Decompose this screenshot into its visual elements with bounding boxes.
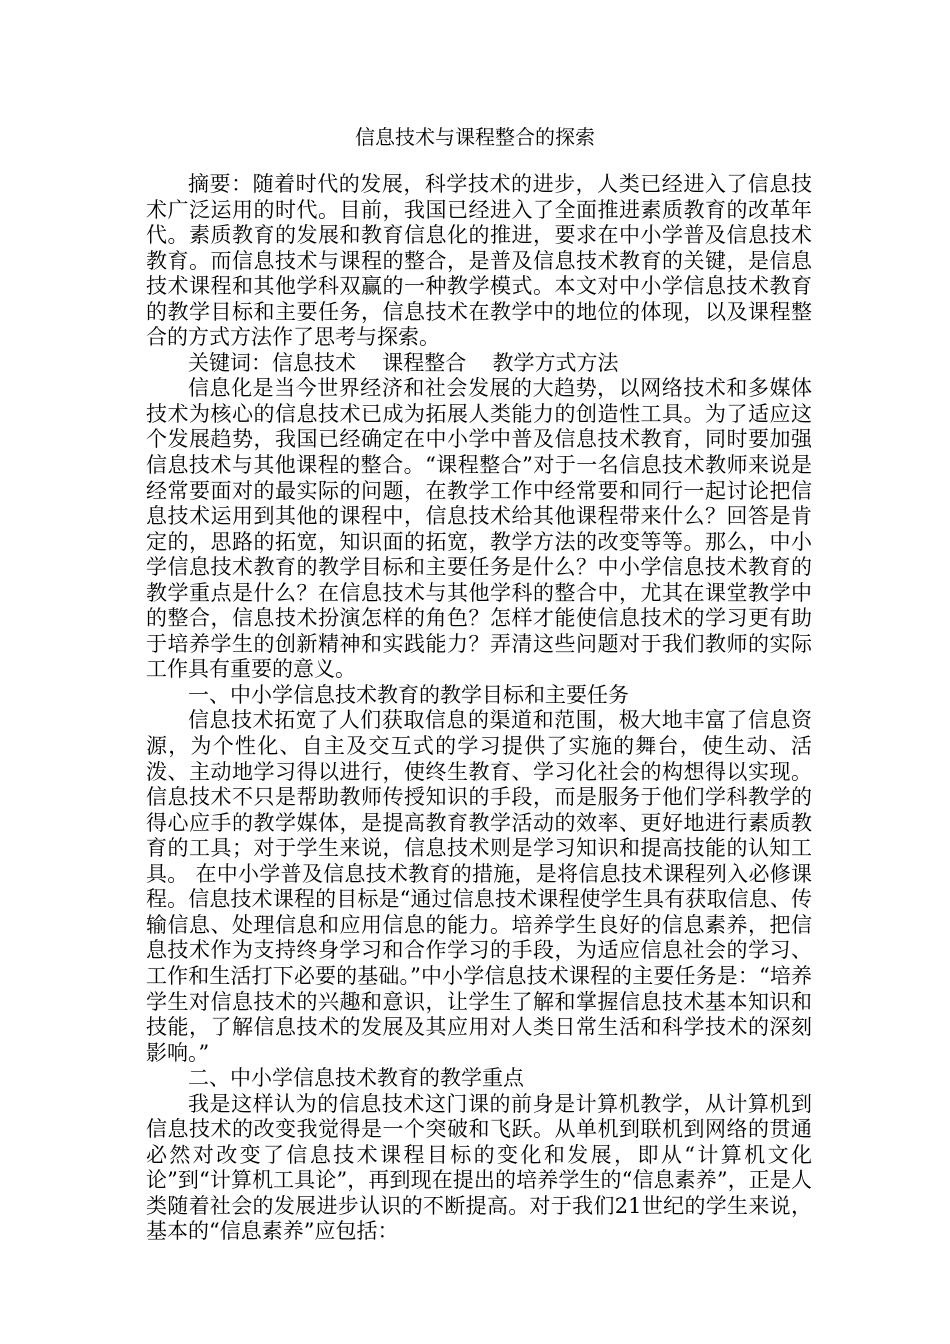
keywords-label: 关键词： [188,350,272,375]
document-title: 信息技术与课程整合的探索 [355,125,595,149]
section-paragraph: 我是这样认为的信息技术这门课的前身是计算机教学，从计算机到信息技术的改变我觉得是一个突破和飞跃。从单机到联机到网络的贯通必然对改变了信息技术课程目标的变化和发展，即从“计算机文化论”到“计算机工具论”，再到现在提出的培养学生的“信息素养”，正是人类随着社会的发展进步认识的不断提高。对于我们21世纪的学生来说，基本的“信息素养”应包括： [146,1091,812,1244]
keyword-item: 教学方式方法 [492,350,619,375]
keyword-item: 课程整合 [382,350,467,375]
section-heading: 一、中小学信息技术教育的教学目标和主要任务 [188,682,629,707]
document-body [146,172,812,1245]
section-heading: 二、中小学信息技术教育的教学重点 [188,1066,524,1091]
abstract-paragraph: 摘要：随着时代的发展，科学技术的进步，人类已经进入了信息技术广泛运用的时代。目前，我国已经进入了全面推进素质教育的改革年代。素质教育的发展和教育信息化的推进，要求在中小学普及信息技术教育。而信息技术与课程的整合，是普及信息技术教育的关键，是信息技术课程和其他学科双赢的一种教学模式。本文对中小学信息技术教育的教学目标和主要任务，信息技术在教学中的地位的体现，以及课程整合的方式方法作了思考与探索。 [146,172,812,350]
keyword-item: 信息技术 [272,350,356,375]
section-paragraph: 信息技术拓宽了人们获取信息的渠道和范围，极大地丰富了信息资源，为个性化、自主及交互式的学习提供了实施的舞台，使生动、活泼、主动地学习得以进行，使终生教育、学习化社会的构想得以实现。信息技术不只是帮助教师传授知识的手段，而是服务于他们学科教学的得心应手的教学媒体，是提高教育教学活动的效率、更好地进行素质教育的工具；对于学生来说，信息技术则是学习知识和提高技能的认知工具。 在中小学普及信息技术教育的措施，是将信息技术课程列入必修课程。信息技术课程的目标是“通过信息技术课程使学生具有获取信息、传输信息、处理信息和应用信息的能力。培养学生良好的信息素养，把信息技术作为支持终身学习和合作学习的手段，为适应信息社会的学习、工作和生活打下必要的基础。”中小学信息技术课程的主要任务是：“培养学生对信息技术的兴趣和意识，让学生了解和掌握信息技术基本知识和技能，了解信息技术的发展及其应用对人类日常生活和科学技术的深刻影响。” [146,708,812,1065]
keywords-line [146,351,812,377]
intro-paragraph: 信息化是当今世界经济和社会发展的大趋势，以网络技术和多媒体技术为核心的信息技术已成为拓展人类能力的创造性工具。为了适应这个发展趋势，我国已经确定在中小学中普及信息技术教育，同时要加强信息技术与其他课程的整合。“课程整合”对于一名信息技术教师来说是经常要面对的最实际的问题，在教学工作中经常要和同行一起讨论把信息技术运用到其他的课程中，信息技术给其他课程带来什么？回答是肯定的，思路的拓宽，知识面的拓宽，教学方法的改变等等。那么，中小学信息技术教育的教学目标和主要任务是什么？中小学信息技术教育的教学重点是什么？在信息技术与其他学科的整合中，尤其在课堂教学中的整合，信息技术扮演怎样的角色？怎样才能使信息技术的学习更有助于培养学生的创新精神和实践能力？弄清这些问题对于我们教师的实际工作具有重要的意义。 [146,376,812,682]
